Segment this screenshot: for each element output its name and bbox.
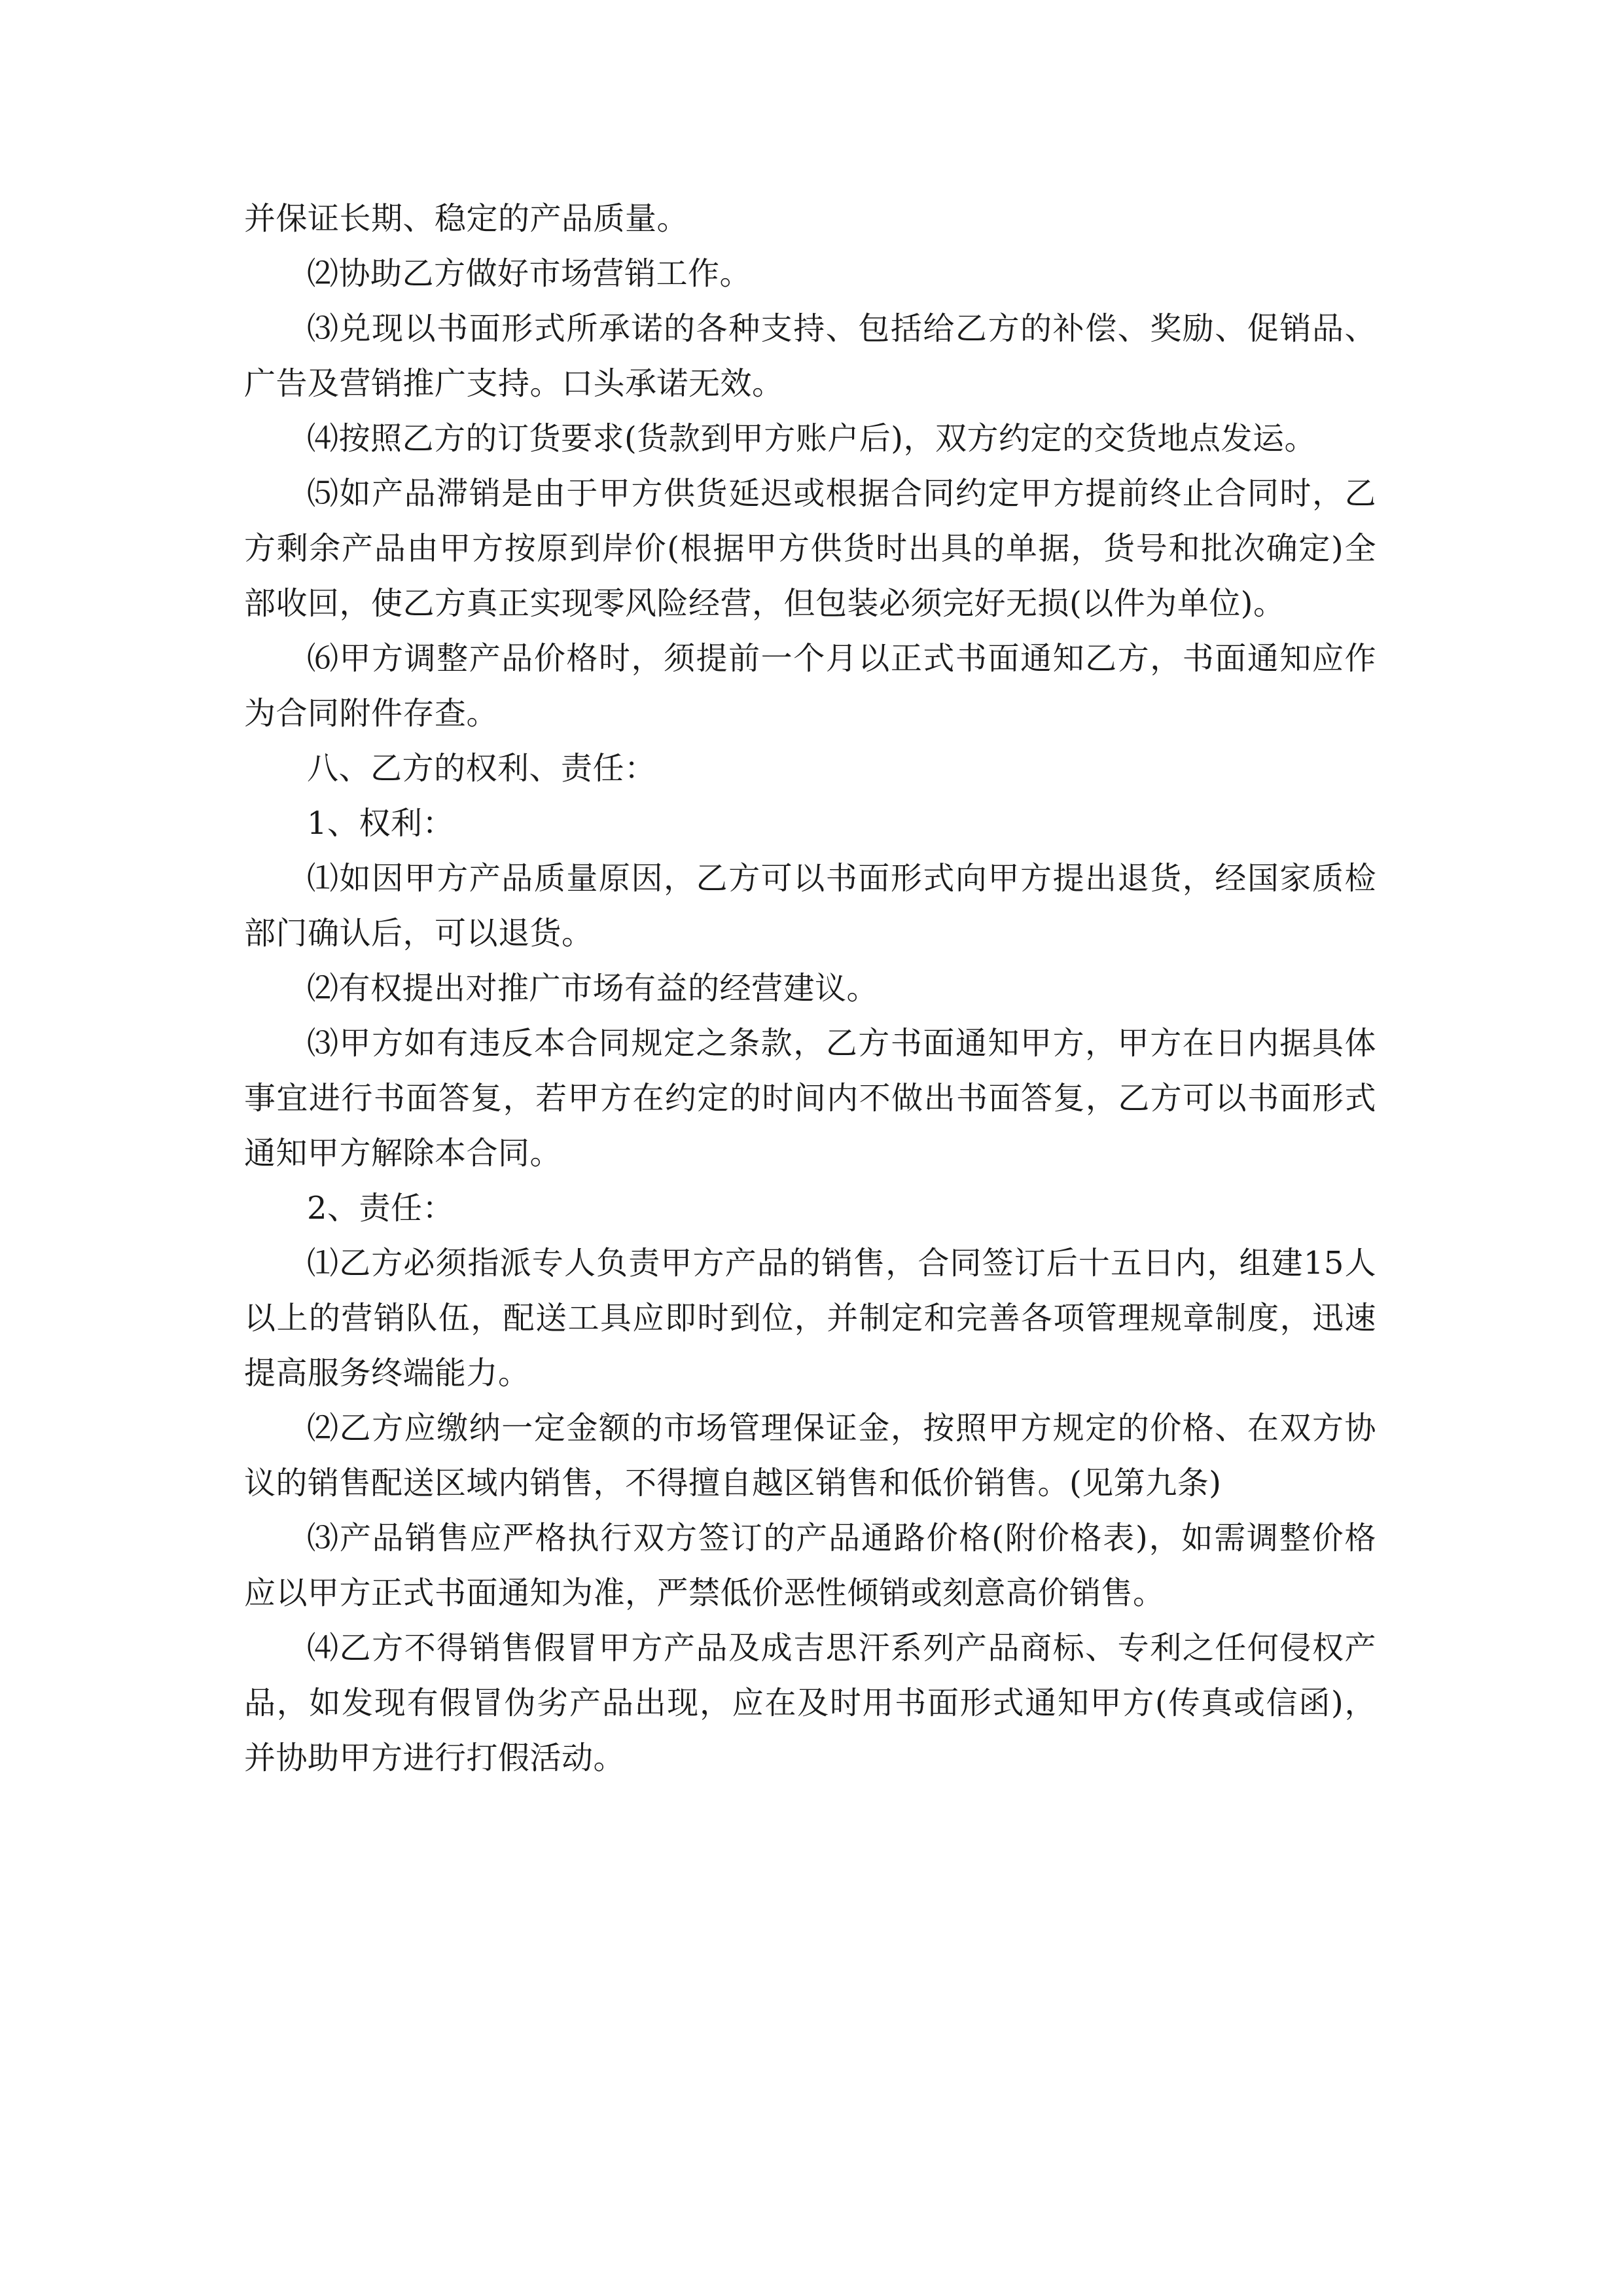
paragraph-clause: ⑶产品销售应严格执行双方签订的产品通路价格(附价格表)，如需调整价格应以甲方正式书面通知为准，严禁低价恶性倾销或刻意高价销售。 xyxy=(244,1520,1376,1611)
paragraph-clause: ⑷按照乙方的订货要求(货款到甲方账户后)，双方约定的交货地点发运。 xyxy=(307,420,1316,457)
paragraph-clause: ⑶甲方如有违反本合同规定之条款，乙方书面通知甲方，甲方在日内据具体事宜进行书面答复，若甲方在约定的时间内不做出书面答复，乙方可以书面形式通知甲方解除本合同。 xyxy=(244,1025,1376,1172)
section-heading: 八、乙方的权利、责任： xyxy=(307,750,656,787)
paragraph-clause: ⑵协助乙方做好市场营销工作。 xyxy=(307,255,752,292)
paragraph-clause: ⑸如产品滞销是由于甲方供货延迟或根据合同约定甲方提前终止合同时，乙方剩余产品由甲方按原到岸价(根据甲方供货时出具的单据，货号和批次确定)全部收回，使乙方真正实现零风险经营，但包装必须完好无损(以件为单位)。 xyxy=(244,475,1376,622)
document-body xyxy=(244,191,1376,1785)
paragraph-clause: ⑷乙方不得销售假冒甲方产品及成吉思汗系列产品商标、专利之任何侵权产品，如发现有假冒伪劣产品出现，应在及时用书面形式通知甲方(传真或信函)，并协助甲方进行打假活动。 xyxy=(244,1630,1376,1776)
paragraph-clause: ⑵有权提出对推广市场有益的经营建议。 xyxy=(307,970,879,1007)
paragraph-continuation: 并保证长期、稳定的产品质量。 xyxy=(244,200,689,237)
subsection-heading: 2、责任： xyxy=(307,1190,455,1227)
paragraph-clause: ⑴乙方必须指派专人负责甲方产品的销售，合同签订后十五日内，组建15人以上的营销队伍，配送工具应即时到位，并制定和完善各项管理规章制度，迅速提高服务终端能力。 xyxy=(244,1245,1376,1391)
subsection-heading: 1、权利： xyxy=(307,805,455,842)
paragraph-clause: ⑵乙方应缴纳一定金额的市场管理保证金，按照甲方规定的价格、在双方协议的销售配送区域内销售，不得擅自越区销售和低价销售。(见第九条) xyxy=(244,1410,1376,1501)
paragraph-clause: ⑶兑现以书面形式所承诺的各种支持、包括给乙方的补偿、奖励、促销品、广告及营销推广支持。口头承诺无效。 xyxy=(244,310,1376,402)
paragraph-clause: ⑴如因甲方产品质量原因，乙方可以书面形式向甲方提出退货，经国家质检部门确认后，可以退货。 xyxy=(244,860,1376,952)
paragraph-clause: ⑹甲方调整产品价格时，须提前一个月以正式书面通知乙方，书面通知应作为合同附件存查。 xyxy=(244,640,1376,732)
